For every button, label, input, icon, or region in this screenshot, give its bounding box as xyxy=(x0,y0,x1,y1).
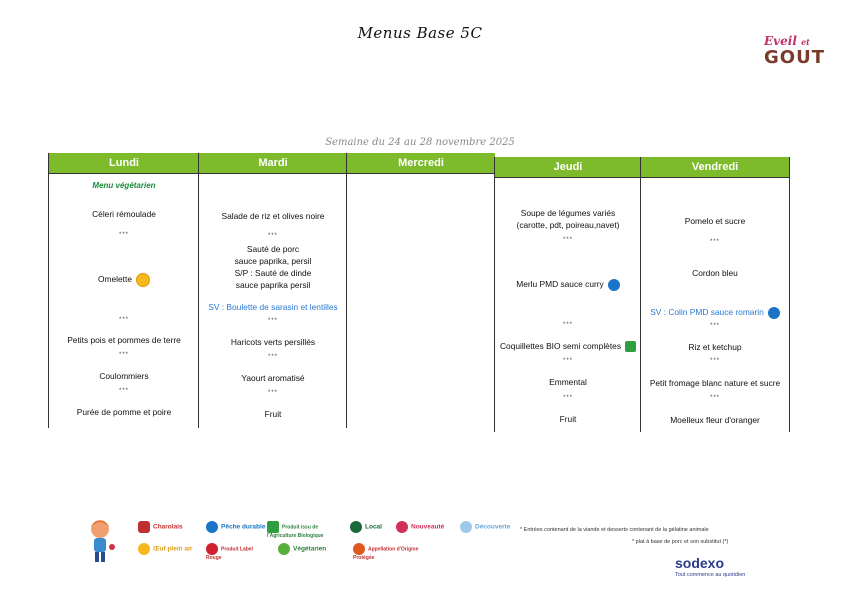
legend-label-rouge: Produit Label Rouge xyxy=(206,543,266,561)
dish: sauce paprika persil xyxy=(235,280,311,290)
legend-nouveaute: Nouveauté xyxy=(396,521,444,533)
legend-peche-durable: Pêche durable xyxy=(206,521,265,533)
dish-label: Coquillettes BIO semi complètes xyxy=(499,341,622,351)
day-header-jeudi: Jeudi xyxy=(495,157,641,178)
legend-plein-air: Œuf plein air xyxy=(138,543,192,555)
dish: Fruit xyxy=(559,414,577,424)
location-icon xyxy=(350,521,362,533)
dish: Soupe de légumes variés xyxy=(520,208,616,218)
vegetarian-substitute: SV : Boulette de sarasin et lentilles xyxy=(208,302,338,312)
dish-label: SV : Colin PMD sauce romarin xyxy=(650,307,764,318)
cow-icon xyxy=(138,521,150,533)
dish: sauce paprika, persil xyxy=(234,256,312,266)
separator: *** xyxy=(709,395,720,401)
dish: Emmental xyxy=(549,377,587,387)
aop-icon xyxy=(353,543,365,555)
legend-vegetarien: Végétarien xyxy=(278,543,326,555)
day-header-vendredi: Vendredi xyxy=(641,157,789,178)
dish: S/P : Sauté de dinde xyxy=(234,268,312,278)
snowflake-icon xyxy=(460,521,472,533)
dish xyxy=(495,279,641,291)
dish: Purée de pomme et poire xyxy=(76,407,172,417)
eveil-et-gout-logo xyxy=(760,34,830,74)
column-vendredi xyxy=(640,157,790,432)
separator: *** xyxy=(267,390,278,396)
vegetarian-icon xyxy=(278,543,290,555)
dish: Petit fromage blanc nature et sucre xyxy=(649,378,781,388)
dish: Petits pois et pommes de terre xyxy=(67,335,181,345)
legend-decouverte: Découverte xyxy=(460,521,510,533)
dish: Moelleux fleur d'oranger xyxy=(670,415,760,425)
footnote-2: * plat à base de porc et son substitut (*) xyxy=(632,539,729,545)
separator: *** xyxy=(562,358,573,364)
column-lundi xyxy=(48,153,199,428)
logo-line2: GOUT xyxy=(764,47,825,68)
column-mercredi xyxy=(346,153,495,428)
column-jeudi xyxy=(494,157,641,432)
legend-local: Local xyxy=(350,521,382,533)
organic-leaf-icon xyxy=(267,521,279,533)
separator: *** xyxy=(118,352,129,358)
sodexo-logo: sodexo xyxy=(675,555,725,571)
logo-line1: Eveil et xyxy=(764,34,810,48)
separator: *** xyxy=(118,232,129,238)
fish-icon xyxy=(206,521,218,533)
legend-charolais: Charolais xyxy=(138,521,183,533)
separator: *** xyxy=(709,323,720,329)
dish: Haricots verts persillés xyxy=(230,337,316,347)
organic-icon xyxy=(625,341,636,352)
dish: Yaourt aromatisé xyxy=(241,373,305,383)
dish-label: Omelette xyxy=(98,274,132,285)
dish: Fruit xyxy=(264,409,282,419)
separator: *** xyxy=(709,239,720,245)
sustainable-fishing-icon xyxy=(608,279,620,291)
column-mardi xyxy=(198,153,347,428)
veg-menu-label: Menu végétarien xyxy=(92,181,156,190)
egg-icon xyxy=(138,543,150,555)
separator: *** xyxy=(267,233,278,239)
separator: *** xyxy=(267,354,278,360)
dish: Sauté de porc xyxy=(246,244,300,254)
label-rouge-icon xyxy=(206,543,218,555)
dish: Cordon bleu xyxy=(692,268,738,278)
footnote-1: * Entrées contenant de la viande et desserts contenant de la gélatine animale xyxy=(520,527,709,533)
separator: *** xyxy=(267,318,278,324)
day-header-mercredi: Mercredi xyxy=(347,153,495,174)
week-label: Semaine du 24 au 28 novembre 2025 xyxy=(325,137,515,148)
dish: (carotte, pdt, poireau,navet) xyxy=(516,220,620,230)
day-header-mardi: Mardi xyxy=(199,153,347,174)
egg-icon xyxy=(136,273,150,287)
dish: Riz et ketchup xyxy=(688,342,742,352)
separator: *** xyxy=(118,317,129,323)
separator: *** xyxy=(562,237,573,243)
dish: Céleri rémoulade xyxy=(92,209,156,219)
dish xyxy=(495,341,641,352)
legend-aop: Appellation d'Origine Protégée xyxy=(353,543,433,561)
dish xyxy=(49,273,199,287)
separator: *** xyxy=(709,358,720,364)
vegetarian-substitute xyxy=(641,307,789,319)
sustainable-fishing-icon xyxy=(768,307,780,319)
page-title: Menus Base 5C xyxy=(357,24,483,42)
dish: Salade de riz et olives noire xyxy=(221,211,325,221)
sodexo-tagline: Tout commence au quotidien xyxy=(675,572,746,578)
separator: *** xyxy=(118,388,129,394)
dish: Coulommiers xyxy=(99,371,149,381)
separator: *** xyxy=(562,395,573,401)
separator: *** xyxy=(562,322,573,328)
day-header-lundi: Lundi xyxy=(49,153,199,174)
new-icon xyxy=(396,521,408,533)
dish: Pomelo et sucre xyxy=(684,216,746,226)
legend-bio: Produit issu de l'Agriculture Biologique xyxy=(267,521,337,539)
dish-label: Merlu PMD sauce curry xyxy=(516,279,604,290)
